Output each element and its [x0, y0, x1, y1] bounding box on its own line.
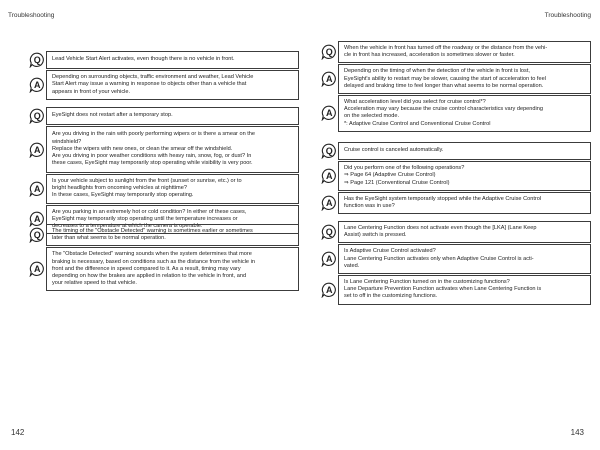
qa-block	[319, 221, 591, 306]
question-row	[319, 41, 591, 63]
answer-bubble-icon	[321, 105, 337, 121]
svg-text:A: A	[325, 171, 333, 181]
text-line: What acceleration level did you select for cruise control*?	[344, 99, 486, 106]
answer-row	[27, 126, 299, 173]
answer-text	[338, 64, 591, 94]
question-row	[27, 51, 299, 69]
text-line: braking is necessary, based on conditions such as the distance from the vehicle in	[52, 258, 255, 265]
svg-text:A: A	[33, 214, 41, 225]
svg-text:A: A	[325, 74, 333, 85]
text-line: The timing of the "Obstacle Detected" warning is sometimes earlier or sometimes	[52, 228, 253, 234]
answer-row	[27, 247, 299, 291]
answer-row	[319, 95, 591, 132]
question-icon-cell	[27, 107, 46, 125]
answer-text	[46, 247, 299, 291]
text-line: delayed and braking time to feel longer than what seems to be normal operation.	[344, 82, 544, 89]
page-number-right: 143	[570, 428, 584, 437]
text-line: Depending on the timing of when the detection of the vehicle in front is lost,	[344, 68, 530, 75]
answer-text	[338, 244, 591, 274]
question-text	[338, 41, 591, 63]
answer-icon-cell	[319, 275, 338, 305]
answer-bubble-icon	[29, 181, 45, 197]
svg-text:Q: Q	[33, 111, 41, 121]
question-row	[319, 221, 591, 243]
question-text	[46, 224, 299, 246]
text-line: Are you driving in the rain with poorly performing wipers or is there a smear on the	[52, 131, 256, 138]
answer-bubble-icon	[321, 195, 337, 211]
answer-icon-cell	[319, 64, 338, 94]
text-line: The "Obstacle Detected" warning sounds when the system determines that more	[52, 251, 252, 258]
question-bubble-icon	[321, 143, 337, 159]
svg-text:A: A	[325, 108, 333, 119]
answer-icon-cell	[27, 70, 46, 100]
answer-text	[338, 161, 591, 191]
svg-text:A: A	[325, 198, 333, 209]
question-row	[319, 142, 591, 160]
text-line: depending on how the brakes are applied in relation to the vehicle in front, and	[52, 273, 247, 280]
answer-row	[27, 70, 299, 100]
page-header-left: Troubleshooting	[8, 12, 55, 19]
page-number-left: 142	[11, 428, 25, 437]
question-icon-cell	[319, 221, 338, 243]
question-bubble-icon	[29, 227, 45, 243]
svg-text:Q: Q	[33, 55, 41, 65]
qa-block	[319, 41, 591, 133]
question-text	[46, 51, 299, 69]
text-line: Cruise control is canceled automatically.	[344, 147, 444, 154]
svg-text:Q: Q	[325, 146, 333, 156]
qa-block	[27, 107, 299, 235]
answer-text	[46, 174, 299, 204]
text-line: Start Alert may issue a warning in response to objects other than a vehicle that	[52, 81, 247, 88]
answer-row	[27, 174, 299, 204]
answer-bubble-icon	[321, 168, 337, 184]
answer-bubble-icon	[321, 251, 337, 267]
svg-text:A: A	[33, 183, 41, 194]
text-line: Are you parking in an extremely hot or cold condition? In either of these cases,	[52, 208, 247, 215]
text-line: EyeSight's ability to restart may be slower, causing the start of acceleration to feel	[344, 75, 546, 82]
svg-text:A: A	[33, 264, 41, 275]
question-bubble-icon	[321, 44, 337, 60]
text-line: set to off in the customizing functions.	[344, 293, 438, 300]
answer-bubble-icon	[29, 261, 45, 277]
page-header-right: Troubleshooting	[544, 12, 591, 19]
text-line: In these cases, EyeSight may temporarily stop operating.	[52, 192, 194, 199]
text-line: Lane Departure Prevention Function activates when Lane Centering Function is	[344, 286, 542, 293]
answer-text	[338, 192, 591, 214]
svg-text:Q: Q	[33, 230, 41, 241]
text-line: appears in front of your vehicle.	[52, 88, 131, 95]
svg-text:Q: Q	[325, 227, 333, 238]
text-line: Depending on surrounding objects, traffic environment and weather, Lead Vehicle	[52, 74, 254, 81]
question-row	[27, 224, 299, 246]
text-line: When the vehicle in front has turned off the roadway or the distance from the vehi-	[344, 45, 548, 51]
text-line: your relative speed to that vehicle.	[52, 280, 137, 287]
answer-icon-cell	[27, 174, 46, 204]
answer-text	[46, 126, 299, 173]
answer-text	[338, 275, 591, 305]
text-line: Is your vehicle subject to sunlight from the front (sunset or sunrise, etc.) or to	[52, 178, 242, 184]
text-line: Replace the wipers with new ones, or clean the smear off the windshield.	[52, 145, 233, 152]
text-line: Assist) switch is pressed.	[344, 232, 407, 239]
question-icon-cell	[319, 142, 338, 160]
svg-text:A: A	[33, 144, 41, 155]
text-line: these cases, EyeSight may temporarily stop operating while visibility is very poor.	[52, 160, 253, 167]
svg-text:Q: Q	[325, 47, 333, 58]
question-text	[338, 142, 591, 160]
answer-icon-cell	[27, 247, 46, 291]
answer-text	[46, 70, 299, 100]
svg-text:A: A	[33, 80, 41, 90]
text-line: EyeSight does not restart after a temporary stop.	[52, 112, 173, 119]
qa-block	[27, 51, 299, 101]
svg-text:A: A	[325, 284, 333, 295]
answer-row	[319, 244, 591, 274]
text-line: Is Lane Centering Function turned on in the customizing functions?	[344, 279, 510, 286]
text-line: Lane Centering Function does not activate even though the [LKA] (Lane Keep	[344, 225, 537, 231]
text-line: Lead Vehicle Start Alert activates, even though there is no vehicle in front.	[52, 56, 235, 63]
question-text	[46, 107, 299, 125]
text-line: ⇒ Page 64 (Adaptive Cruise Control)	[344, 172, 436, 179]
text-line: cle in front has increased, acceleration is sometimes slower or faster.	[344, 52, 515, 59]
question-text	[338, 221, 591, 243]
answer-bubble-icon	[29, 77, 45, 93]
question-icon-cell	[319, 41, 338, 63]
answer-bubble-icon	[29, 142, 45, 158]
text-line: *: Adaptive Cruise Control and Conventional Cruise Control	[344, 120, 491, 127]
answer-icon-cell	[319, 95, 338, 132]
question-bubble-icon	[29, 52, 45, 68]
text-line: front and the difference in speed compared to it. As a result, timing may vary	[52, 265, 241, 272]
svg-text:A: A	[325, 254, 333, 265]
text-line: Did you perform one of the following operations?	[344, 165, 465, 172]
answer-bubble-icon	[321, 282, 337, 298]
answer-row	[319, 275, 591, 305]
answer-icon-cell	[27, 126, 46, 173]
text-line: EyeSight may temporarily stop operating until the temperature increases or	[52, 215, 238, 222]
text-line: on the selected mode.	[344, 113, 400, 120]
answer-row	[319, 161, 591, 191]
answer-row	[319, 64, 591, 94]
text-line: Acceleration may vary because the cruise control characteristics vary depending	[344, 106, 543, 113]
answer-bubble-icon	[321, 71, 337, 87]
answer-icon-cell	[319, 161, 338, 191]
text-line: bright headlights from oncoming vehicles at nighttime?	[52, 185, 187, 192]
text-line: ⇒ Page 121 (Conventional Cruise Control)	[344, 179, 450, 186]
text-line: Are you driving in poor weather conditions with heavy rain, snow, fog, or dust? In	[52, 153, 252, 160]
question-bubble-icon	[321, 224, 337, 240]
text-line: windshield?	[52, 138, 82, 145]
qa-block	[27, 224, 299, 292]
question-icon-cell	[27, 51, 46, 69]
text-line: decreases to a temperature at which the camera is operable.	[52, 223, 203, 230]
answer-icon-cell	[319, 244, 338, 274]
question-bubble-icon	[29, 108, 45, 124]
answer-text	[338, 95, 591, 132]
text-line: function was in use?	[344, 203, 395, 210]
text-line: later than what seems to be normal operation.	[52, 235, 166, 242]
qa-block	[319, 142, 591, 215]
question-row	[27, 107, 299, 125]
text-line: Lane Centering Function activates only when Adaptive Cruise Control is acti-	[344, 255, 534, 262]
answer-row	[319, 192, 591, 214]
answer-icon-cell	[319, 192, 338, 214]
text-line: vated.	[344, 262, 360, 269]
text-line: Is Adaptive Cruise Control activated?	[344, 248, 436, 255]
question-icon-cell	[27, 224, 46, 246]
text-line: Has the EyeSight system temporarily stopped while the Adaptive Cruise Control	[344, 196, 542, 202]
